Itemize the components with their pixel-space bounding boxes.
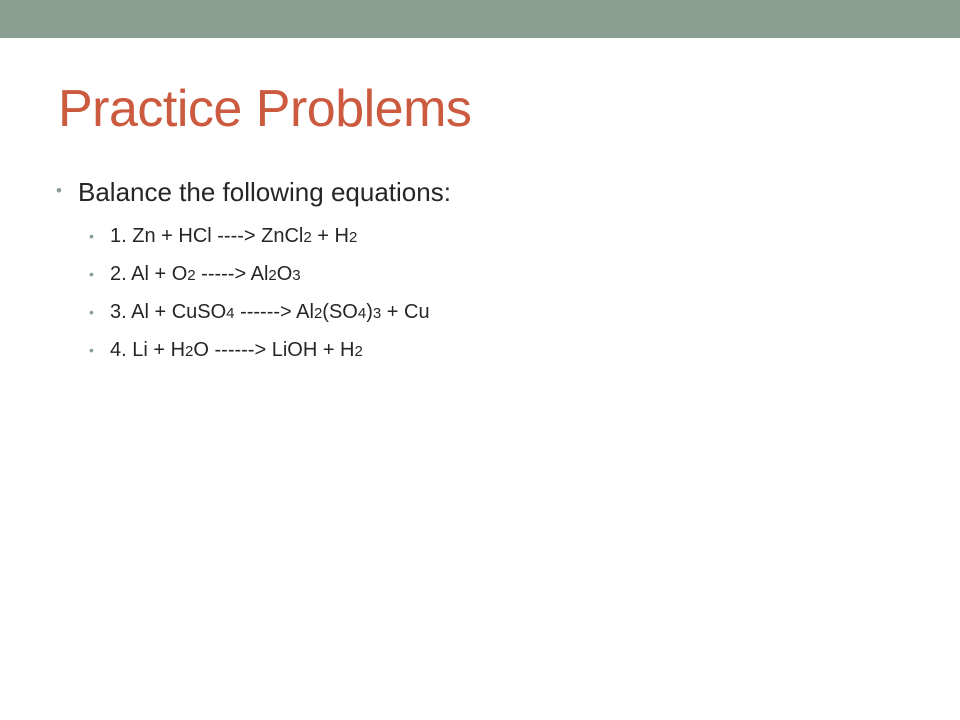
subscript-digit: 2 [313,305,323,322]
equation-segment: 3. Al + CuSO [110,301,227,323]
equation-item [89,334,363,368]
bullet-dot-icon: • [89,266,94,282]
equation-segment: (SO [322,301,358,323]
equation-segment: 1. Zn + HCl ----> ZnCl [110,225,304,247]
subscript-digit: 3 [292,267,301,284]
equation-item [89,296,430,330]
equation-segment: O ------> LiOH + H [193,339,355,361]
subscript-digit: 4 [226,305,235,322]
subscript-digit: 2 [354,343,363,360]
equation-1-text [110,225,357,247]
slide-title: Practice Problems [58,80,472,138]
subscript-digit: 3 [372,305,382,322]
equation-segment: ) [366,301,373,323]
equation-segment: O [276,263,293,285]
equation-segment: 2. Al + O [110,263,188,285]
bullet-dot-icon: • [89,304,94,320]
equation-segment: + Cu [381,301,430,323]
bullet-dot-icon: • [89,228,94,244]
subscript-digit: 2 [303,229,312,246]
bullet-dot-icon: • [56,181,62,200]
equation-2-text [110,263,301,285]
equation-item [89,258,301,292]
equation-segment: ------> Al [234,301,314,323]
equation-item [89,220,357,254]
bullet-instruction [56,172,451,212]
subscript-digit: 4 [357,305,367,322]
subscript-digit: 2 [185,343,194,360]
equation-4-text [110,339,363,361]
equation-segment: + H [311,225,349,247]
instruction-text: Balance the following equations: [78,177,451,207]
subscript-digit: 2 [348,229,358,246]
equation-3-text [110,301,430,323]
equation-segment: -----> Al [195,263,269,285]
bullet-dot-icon: • [89,342,94,358]
subscript-digit: 2 [268,267,277,284]
equation-segment: 4. Li + H [110,339,186,361]
top-accent-band [0,0,960,38]
subscript-digit: 2 [187,267,196,284]
